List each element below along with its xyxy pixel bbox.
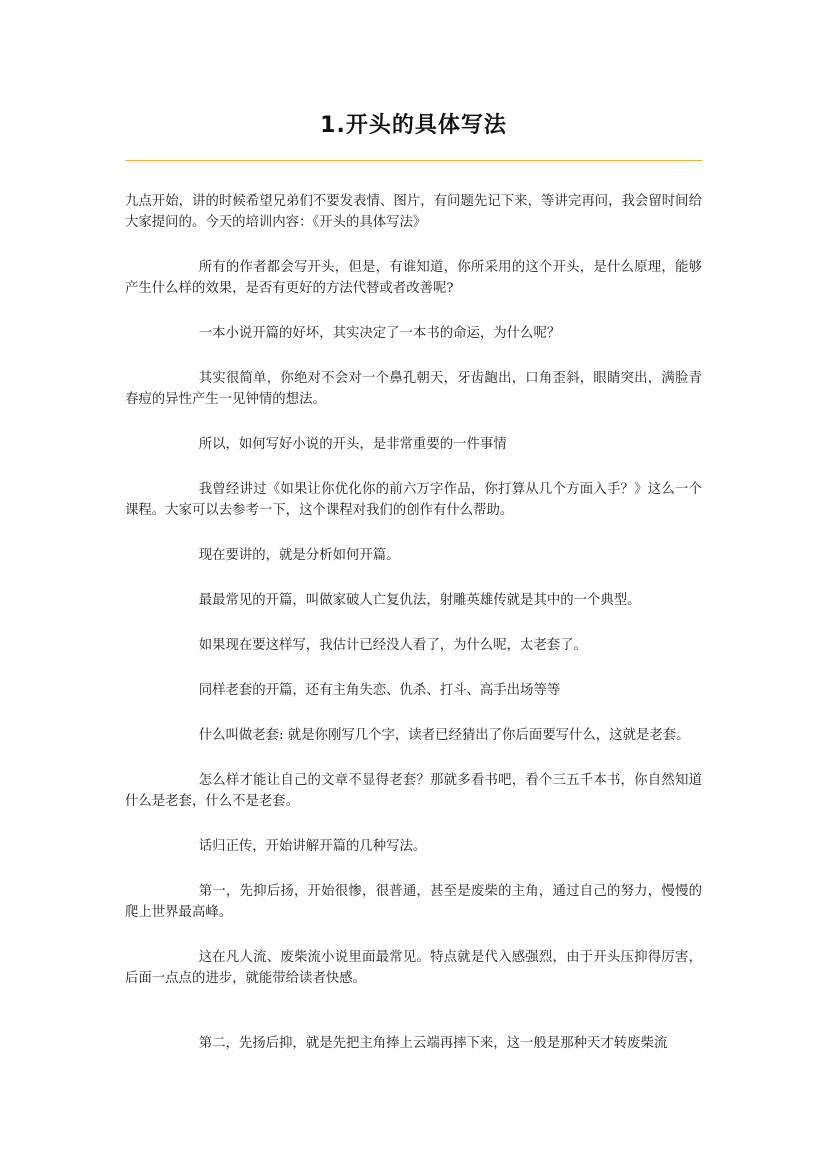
paragraph: 第一，先抑后扬，开始很惨，很普通，甚至是废柴的主角，通过自己的努力，慢慢的爬上世界最高峰。 [125,884,702,920]
document-body [125,191,702,1078]
paragraph: 一本小说开篇的好坏，其实决定了一本书的命运，为什么呢？ [198,326,561,341]
paragraph: 我曾经讲过《如果让你优化你的前六万字作品，你打算从几个方面入手？》这么一个课程。大家可以去参考一下，这个课程对我们的创作有什么帮助。 [125,482,702,518]
paragraph: 最最常见的开篇，叫做家破人亡复仇法，射雕英雄传就是其中的一个典型。 [198,593,641,608]
paragraph: 话归正传，开始讲解开篇的几种写法。 [198,839,427,854]
paragraph: 九点开始，讲的时候希望兄弟们不要发表情、图片，有问题先记下来，等讲完再问，我会留时间给大家提问的。今天的培训内容：《开头的具体写法》 [125,194,702,230]
paragraph: 什么叫做老套: 就是你刚写几个字，读者已经猜出了你后面要写什么，这就是老套。 [198,728,690,743]
paragraph: 所有的作者都会写开头，但是，有谁知道，你所采用的这个开头，是什么原理，能够产生什么样的效果，是否有更好的方法代替或者改善呢? [125,260,702,296]
paragraph: 所以，如何写好小说的开头，是非常重要的一件事情 [198,437,507,452]
document-title: 1.开头的具体写法 [320,113,507,138]
paragraph: 其实很简单，你绝对不会对一个鼻孔朝天，牙齿龅出，口角歪斜，眼睛突出，满脸青春痘的异性产生一见钟情的想法。 [125,371,702,407]
paragraph: 同样老套的开篇，还有主角失恋、仇杀、打斗、高手出场等等 [198,683,561,698]
paragraph: 怎么样才能让自己的文章不显得老套？那就多看书吧，看个三五千本书，你自然知道什么是老套，什么不是老套。 [125,773,702,809]
paragraph: 现在要讲的，就是分析如何开篇。 [198,548,400,563]
title-divider [125,160,702,161]
paragraph: 这在凡人流、废柴流小说里面最常见。特点就是代入感强烈，由于开头压抑得厉害，后面一点点的进步，就能带给读者快感。 [125,950,702,986]
paragraph: 第二，先扬后抑，就是先把主角捧上云端再摔下来，这一般是那种天才转废柴流 [198,1036,668,1051]
paragraph: 如果现在要这样写，我估计已经没人看了，为什么呢，太老套了。 [198,638,588,653]
